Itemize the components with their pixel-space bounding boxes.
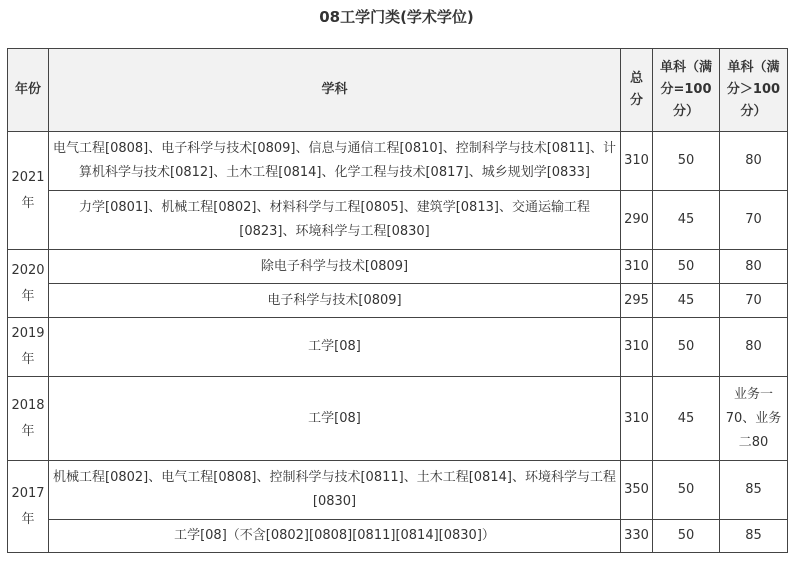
year-cell: 2017年 xyxy=(8,461,49,553)
single-gt-100-cell: 70 xyxy=(720,191,788,250)
single-gt-100-cell: 80 xyxy=(720,250,788,284)
total-cell: 295 xyxy=(621,284,653,318)
table-row xyxy=(8,132,788,191)
single-100-cell: 45 xyxy=(653,377,720,461)
subject-cell: 工学[08] xyxy=(49,318,621,377)
table-row xyxy=(8,284,788,318)
total-cell: 310 xyxy=(621,250,653,284)
single-gt-100-cell: 85 xyxy=(720,520,788,553)
total-cell: 310 xyxy=(621,318,653,377)
subject-cell: 工学[08] xyxy=(49,377,621,461)
single-gt-100-cell: 80 xyxy=(720,318,788,377)
single-100-cell: 50 xyxy=(653,461,720,520)
header-subject: 学科 xyxy=(49,49,621,132)
table-row xyxy=(8,461,788,520)
table-row xyxy=(8,191,788,250)
header-single-gt-100: 单科（满 分＞100 分） xyxy=(720,49,788,132)
header-year: 年份 xyxy=(8,49,49,132)
table-row xyxy=(8,318,788,377)
score-table xyxy=(7,48,788,553)
year-cell: 2020年 xyxy=(8,250,49,318)
total-cell: 290 xyxy=(621,191,653,250)
single-100-cell: 50 xyxy=(653,132,720,191)
total-cell: 350 xyxy=(621,461,653,520)
table-row xyxy=(8,250,788,284)
header-single-100: 单科（满 分=100 分） xyxy=(653,49,720,132)
header-total: 总 分 xyxy=(621,49,653,132)
single-gt-100-cell: 80 xyxy=(720,132,788,191)
single-gt-100-cell: 85 xyxy=(720,461,788,520)
single-gt-100-cell: 70 xyxy=(720,284,788,318)
single-100-cell: 45 xyxy=(653,284,720,318)
subject-cell: 力学[0801]、机械工程[0802]、材料科学与工程[0805]、建筑学[0813]、交通运输工程[0823]、环境科学与工程[0830] xyxy=(49,191,621,250)
subject-cell: 除电子科学与技术[0809] xyxy=(49,250,621,284)
single-100-cell: 50 xyxy=(653,318,720,377)
page-title: 08工学门类(学术学位) xyxy=(319,8,474,26)
total-cell: 310 xyxy=(621,132,653,191)
year-cell: 2018年 xyxy=(8,377,49,461)
subject-cell: 电子科学与技术[0809] xyxy=(49,284,621,318)
header-row xyxy=(8,49,788,132)
total-cell: 330 xyxy=(621,520,653,553)
single-100-cell: 45 xyxy=(653,191,720,250)
single-100-cell: 50 xyxy=(653,520,720,553)
total-cell: 310 xyxy=(621,377,653,461)
table-row xyxy=(8,520,788,553)
subject-cell: 机械工程[0802]、电气工程[0808]、控制科学与技术[0811]、土木工程[0814]、环境科学与工程[0830] xyxy=(49,461,621,520)
subject-cell: 工学[08]（不含[0802][0808][0811][0814][0830]） xyxy=(49,520,621,553)
subject-cell: 电气工程[0808]、电子科学与技术[0809]、信息与通信工程[0810]、控制科学与技术[0811]、计算机科学与技术[0812]、土木工程[0814]、化学工程与技术[0817]、城乡规划学[0833] xyxy=(49,132,621,191)
single-gt-100-cell: 业务一70、业务二80 xyxy=(720,377,788,461)
single-100-cell: 50 xyxy=(653,250,720,284)
table-row xyxy=(8,377,788,461)
year-cell: 2019年 xyxy=(8,318,49,377)
year-cell: 2021年 xyxy=(8,132,49,250)
